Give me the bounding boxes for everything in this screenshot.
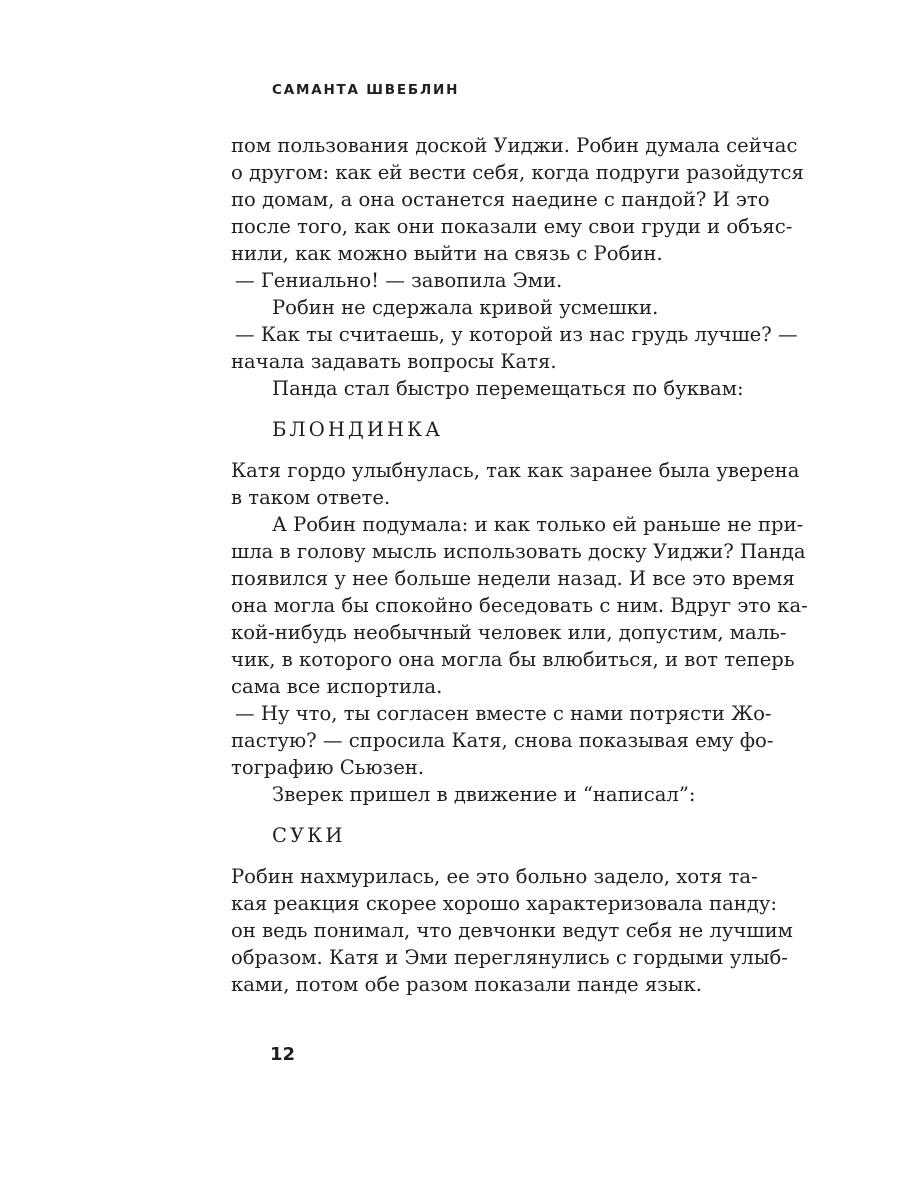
- text-line: в таком ответе.: [231, 486, 391, 509]
- text-line: он ведь понимал, что девчонки ведут себя не лучшим: [231, 919, 793, 942]
- paragraph-start-line: А Робин подумала: и как только ей раньше не при-: [272, 513, 804, 536]
- text-line: шла в голову мысль использовать доску Уиджи? Панда: [231, 540, 806, 563]
- text-line: чик, в которого она могла бы влюбиться, и вот теперь: [231, 648, 795, 671]
- text-line: по домам, а она останется наедине с пандой? И это: [231, 188, 770, 211]
- text-line: тографию Сьюзен.: [231, 756, 425, 779]
- text-line: пом пользования доской Уиджи. Робин думала сейчас: [231, 134, 798, 157]
- text-line: Робин нахмурилась, ее это больно задело, хотя та-: [231, 865, 758, 888]
- text-line: сама все испортила.: [231, 675, 443, 698]
- text-line: Катя гордо улыбнулась, так как заранее была уверена: [231, 459, 800, 482]
- text-line: она могла бы спокойно беседовать с ним. Вдруг это ка-: [231, 594, 808, 617]
- board-answer-blondinka: БЛОНДИНКА: [272, 418, 444, 441]
- text-line: после того, как они показали ему свои груди и объяс-: [231, 215, 793, 238]
- dialogue-line: — Как ты считаешь, у которой из нас грудь лучше? —: [235, 323, 798, 346]
- paragraph-start-line: Робин не сдержала кривой усмешки.: [272, 296, 659, 319]
- paragraph-start-line: Панда стал быстро перемещаться по буквам:: [272, 377, 744, 400]
- text-line: о другом: как ей вести себя, когда подруги разойдутся: [231, 161, 804, 184]
- text-line: кой-нибудь необычный человек или, допустим, маль-: [231, 621, 787, 644]
- text-line: ками, потом обе разом показали панде язык.: [231, 973, 702, 996]
- dialogue-line: — Гениально! — завопила Эми.: [235, 269, 563, 292]
- text-line: нили, как можно выйти на связь с Робин.: [231, 242, 663, 265]
- text-line: начала задавать вопросы Катя.: [231, 350, 557, 373]
- text-line: кая реакция скорее хорошо характеризовала панду:: [231, 892, 778, 915]
- paragraph-start-line: Зверек пришел в движение и “написал”:: [272, 783, 696, 806]
- text-line: пастую? — спросила Катя, снова показывая ему фо-: [231, 729, 774, 752]
- board-answer-suki: СУКИ: [272, 824, 346, 847]
- dialogue-line: — Ну что, ты согласен вместе с нами потрясти Жо-: [235, 702, 772, 725]
- text-line: образом. Катя и Эми переглянулись с гордыми улыб-: [231, 946, 788, 969]
- text-line: появился у нее больше недели назад. И все это время: [231, 567, 795, 590]
- running-head-author: САМАНТА ШВЕБЛИН: [272, 82, 460, 98]
- page-number: 12: [270, 1044, 296, 1065]
